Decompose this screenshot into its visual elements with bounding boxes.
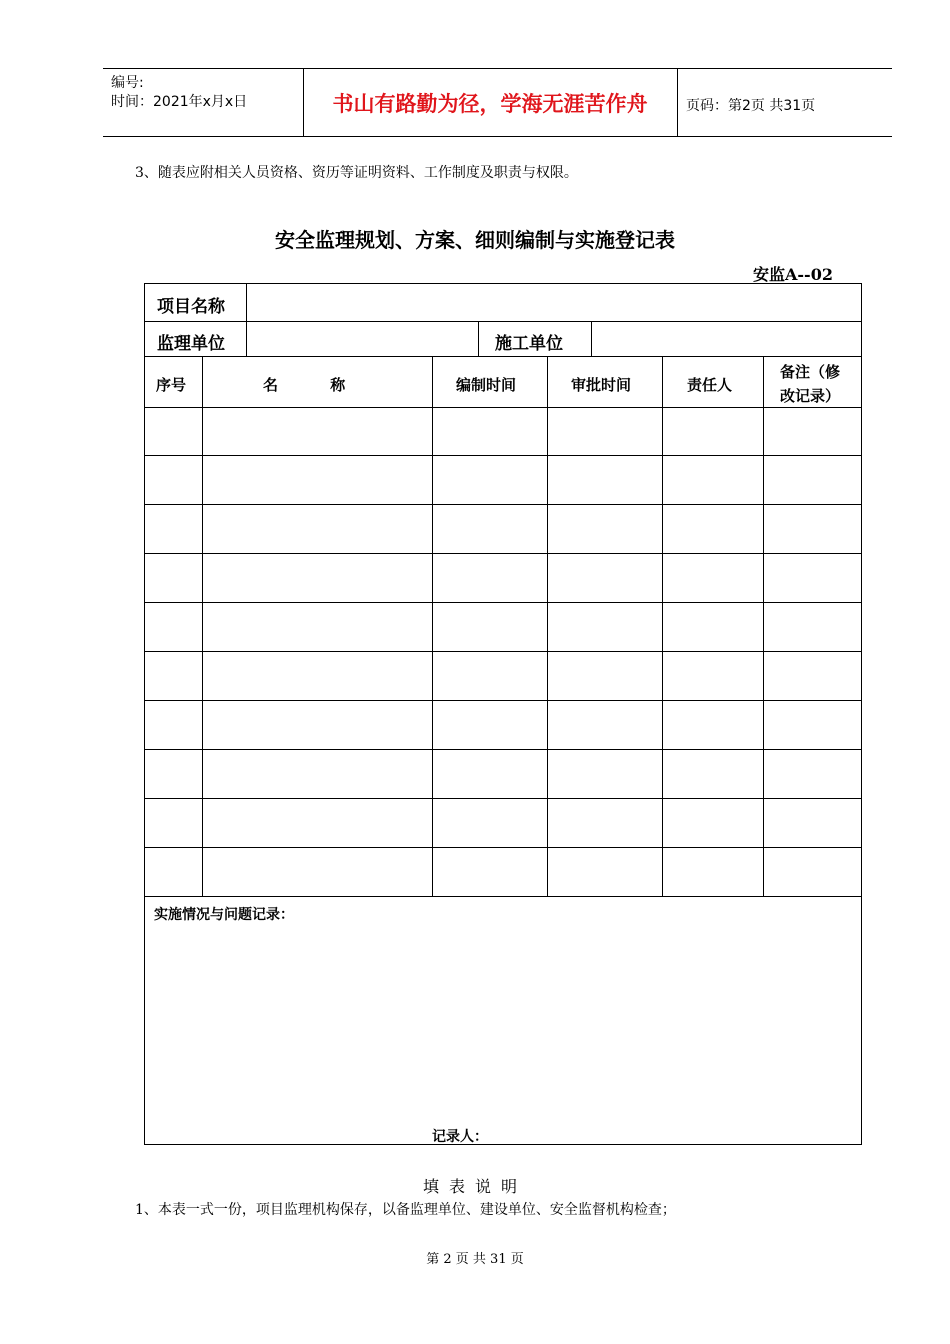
column-approve-time: 审批时间: [571, 376, 632, 394]
construction-unit-label: 施工单位: [495, 334, 563, 354]
column-seq: 序号: [156, 376, 187, 394]
time-label: 时间：2021年x月x日: [111, 94, 248, 110]
column-compile-time: 编制时间: [456, 376, 517, 394]
instructions-item-1: 1、本表一式一份，项目监理机构保存，以备监理单位、建设单位、安全监督机构检查；: [135, 1202, 676, 1218]
column-responsible: 责任人: [687, 376, 733, 394]
recorder-label: 记录人：: [432, 1129, 488, 1145]
form-title: 安全监理规划、方案、细则编制与实施登记表: [275, 228, 675, 252]
header-page-info: 页码：第2页 共31页: [686, 98, 816, 114]
number-label: 编号:: [111, 75, 144, 91]
header-meta-cell: [103, 69, 304, 136]
supervision-unit-label: 监理单位: [157, 334, 225, 354]
project-name-label: 项目名称: [157, 297, 225, 317]
column-name: 名 称: [263, 376, 346, 394]
document-header: [103, 68, 892, 137]
page-footer: 第 2 页 共 31 页: [426, 1252, 524, 1267]
header-slogan: 书山有路勤为径，学海无涯苦作舟: [303, 69, 678, 136]
registration-table: [144, 283, 862, 1145]
instructions-title: 填表说明: [422, 1177, 527, 1196]
note-item-3: 3、随表应附相关人员资格、资历等证明资料、工作制度及职责与权限。: [135, 165, 578, 181]
implementation-label: 实施情况与问题记录：: [154, 907, 294, 923]
form-code: 安监A--02: [753, 265, 833, 284]
column-remark-line2: 改记录）: [780, 387, 841, 405]
column-remark-line1: 备注（修: [780, 363, 841, 381]
